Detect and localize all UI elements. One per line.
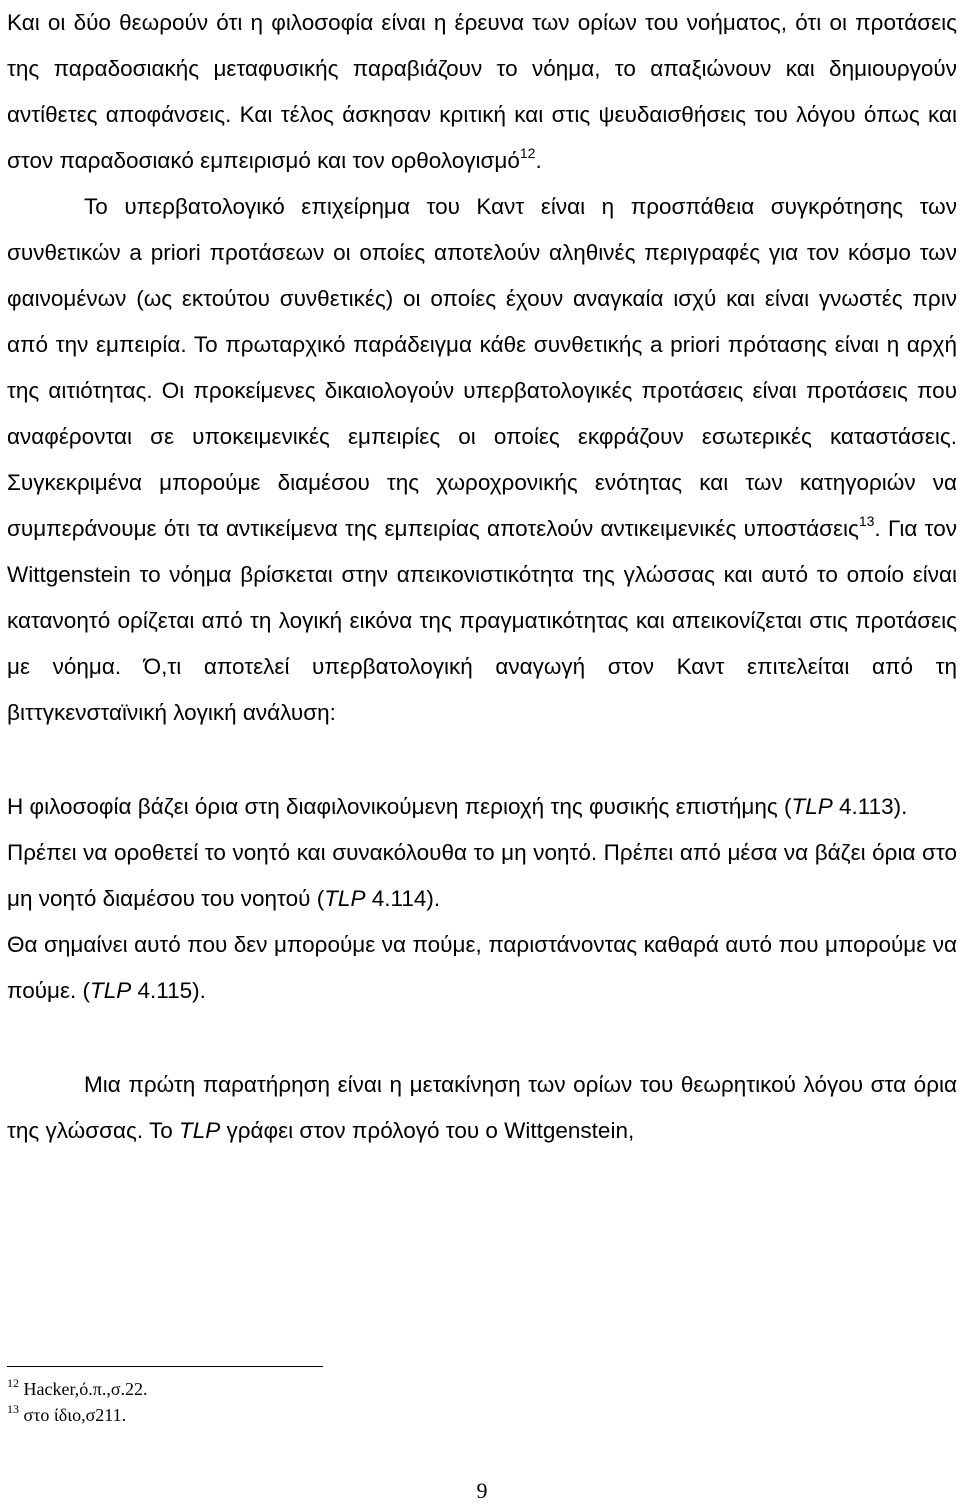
tlp-citation: TLP (324, 886, 366, 911)
footnote-number: 12 (7, 1376, 19, 1390)
tlp-citation: TLP (178, 1118, 221, 1143)
footnote-12 (7, 1376, 148, 1402)
quote-reference: 4.113). (832, 794, 908, 819)
spacer (7, 1014, 957, 1062)
quote-reference: 4.114). (365, 886, 441, 911)
page-number: 9 (476, 1478, 488, 1503)
paragraph-end: . (535, 148, 542, 173)
footnote-number: 13 (7, 1402, 19, 1416)
paragraph-kant-wittgenstein (7, 184, 957, 736)
footnote-ref-12: 12 (519, 145, 536, 161)
quote-tlp-4-114 (7, 830, 957, 922)
paragraph-philosophy-limits (7, 0, 957, 184)
quote-reference: 4.115). (131, 978, 206, 1003)
document-page (7, 0, 957, 1503)
paragraph-text-continued: γράφει στον πρόλογό του ο Wittgenstein, (220, 1118, 635, 1143)
footnote-13 (7, 1402, 148, 1428)
paragraph-text: Και οι δύο θεωρούν ότι η φιλοσοφία είναι η έρευνα των ορίων του νοήματος, ότι οι προτάσεις της παραδοσιακής μεταφυσικής παραβιάζουν το νόημα, το απαξιώνουν και δημιουργούν αντίθετες αποφάνσεις. Και τέλος άσκησαν κριτική και στις ψευδαισθήσεις του λόγου όπως και στον παραδοσιακό εμπειρισμό και τον ορθολογισμό (7, 10, 957, 173)
footnote-separator (7, 1366, 323, 1367)
footnote-text: στο ίδιο,σ211. (23, 1405, 127, 1425)
quote-text: Πρέπει να οροθετεί το νοητό και συνακόλουθα το μη νοητό. Πρέπει από μέσα να βάζει όρια στο μη νοητό διαμέσου του νοητού ( (7, 840, 957, 911)
paragraph-text: Μια πρώτη παρατήρηση είναι η μετακίνηση των ορίων του θεωρητικού λόγου στα όρια της γλώσσας. Το (7, 1072, 957, 1143)
footnote-text: Hacker,ό.π.,σ.22. (23, 1379, 148, 1399)
paragraph-limits-of-language (7, 1062, 957, 1154)
tlp-citation: TLP (90, 978, 132, 1003)
tlp-citation: TLP (791, 794, 833, 819)
footnote-ref-13: 13 (858, 513, 875, 529)
quote-tlp-4-113 (7, 784, 957, 830)
paragraph-text: Το υπερβατολογικό επιχείρημα του Καντ είναι η προσπάθεια συγκρότησης των συνθετικών a priori προτάσεων οι οποίες αποτελούν αληθινές περιγραφές για τον κόσμο των φαινομένων (ως εκτούτου συνθετικές) οι οποίες έχουν αναγκαία ισχύ και είναι γνωστές πριν από την εμπειρία. Το πρωταρχικό παράδειγμα κάθε συνθετικής a priori πρότασης είναι η αρχή της αιτιότητας. Οι προκείμενες δικαιολογούν υπερβατολογικές προτάσεις είναι προτάσεις που αναφέρονται σε υποκειμενικές εμπειρίες οι οποίες εκφράζουν εσωτερικές καταστάσεις. Συγκεκριμένα μπορούμε διαμέσου της χωροχρονικής ενότητας και των κατηγοριών να συμπεράνουμε ότι τα αντικείμενα της εμπειρίας αποτελούν αντικειμενικές υποστάσεις (7, 194, 957, 541)
footnotes (7, 1376, 148, 1428)
paragraph-text-continued: . Για τον Wittgenstein το νόημα βρίσκεται στην απεικονιστικότητα της γλώσσας και αυτό το οποίο είναι κατανοητό ορίζεται από τη λογική εικόνα της πραγματικότητας και απεικονίζεται στις προτάσεις με νόημα. Ό,τι αποτελεί υπερβατολογική αναγωγή στον Καντ επιτελείται από τη βιττγκενσταϊνική λογική ανάλυση: (7, 516, 957, 725)
quote-text: Θα σημαίνει αυτό που δεν μπορούμε να πούμε, παριστάνοντας καθαρά αυτό που μπορούμε να πούμε. ( (7, 932, 957, 1003)
quote-text: Η φιλοσοφία βάζει όρια στη διαφιλονικούμενη περιοχή της φυσικής επιστήμης ( (7, 794, 792, 819)
spacer (7, 736, 957, 784)
quote-tlp-4-115 (7, 922, 957, 1014)
